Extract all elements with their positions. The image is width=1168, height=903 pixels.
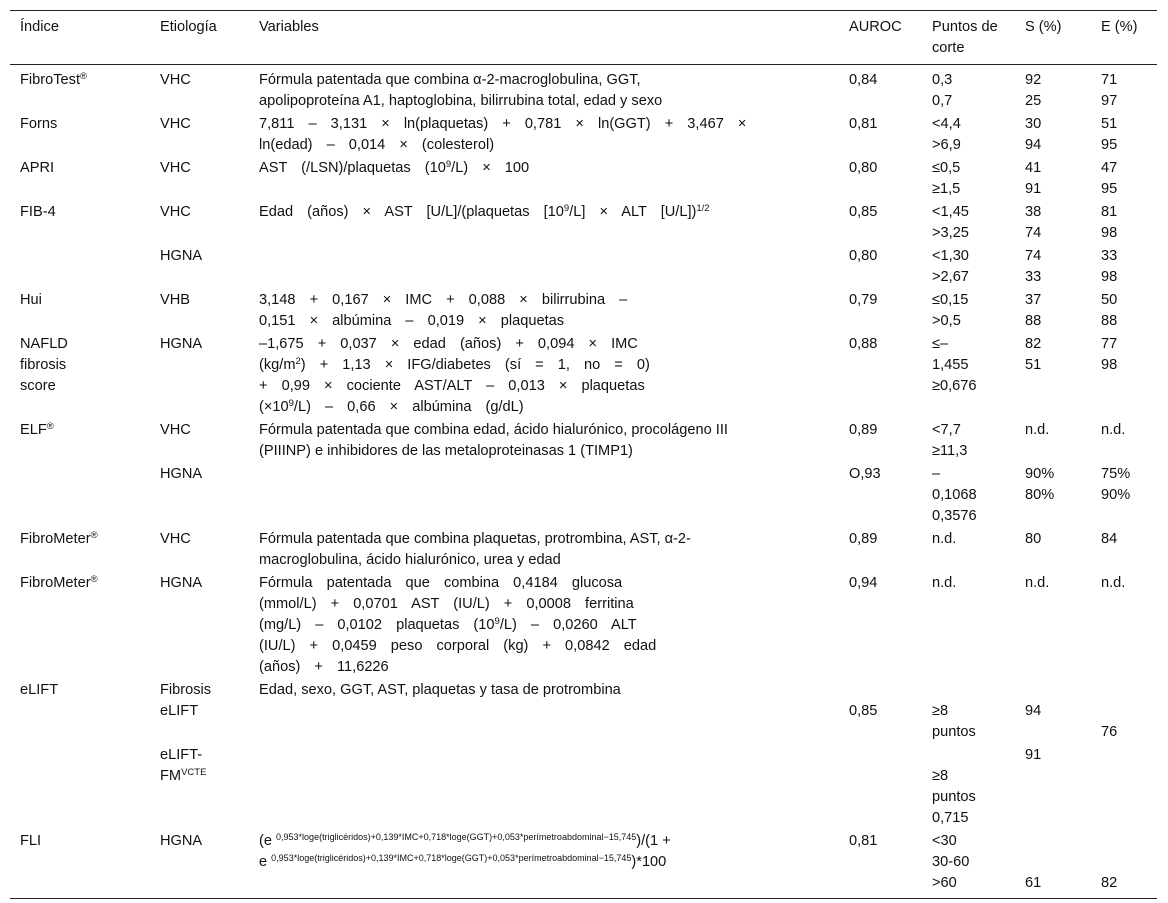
indice-cell: eLIFT	[20, 682, 59, 698]
etiologia-cell: VHC	[160, 204, 191, 220]
header-indice: Índice	[20, 19, 59, 35]
header-sensibilidad: S (%)	[1025, 19, 1062, 35]
header-etiologia: Etiología	[160, 19, 217, 35]
e-cell: 51 95	[1101, 116, 1118, 153]
indice-cell	[10, 245, 150, 289]
e-cell: 84	[1101, 531, 1118, 547]
etiologia-cell: eLIFT- $FM^{VCTE}$	[160, 747, 207, 784]
auroc-cell: 0,84	[849, 72, 878, 88]
e-cell: 82	[1101, 875, 1118, 891]
header-row	[10, 11, 1157, 65]
s-cell: 82 51	[1025, 336, 1042, 373]
s-cell: 94	[1025, 703, 1042, 719]
corte-cell: 0,3 0,7	[932, 72, 953, 109]
e-cell	[1091, 744, 1157, 830]
s-cell: 41 91	[1025, 160, 1042, 197]
s-cell: n.d.	[1025, 422, 1050, 438]
table-row	[10, 572, 1157, 679]
s-cell: 80	[1025, 531, 1042, 547]
s-cell: 30 94	[1025, 116, 1042, 153]
variables-cell: (e $^{0,953*loge(triglicéridos)+0,139*IMC+0,718*loge(GGT)+0,053*perímetroabdominal-15,745}$)/(1 + e $^{0,953*loge(triglicéridos)+0,139*IMC+0,718*loge(GGT)+0,053*perímetroabdominal-15,745}$)*100	[259, 832, 671, 870]
etiologia-cell: VHC	[160, 72, 191, 88]
etiologia-cell: HGNA	[160, 575, 203, 591]
corte-cell: ≤0,5 ≥1,5	[932, 160, 961, 197]
table-row	[10, 157, 1157, 201]
auroc-cell: 0,81	[849, 833, 878, 849]
s-cell: 74 33	[1025, 248, 1042, 285]
header-especificidad: E (%)	[1101, 19, 1138, 35]
auroc-cell: 0,89	[849, 422, 878, 438]
table-row	[10, 528, 1157, 572]
etiologia-cell: VHC	[160, 160, 191, 176]
indices-table	[10, 10, 1157, 899]
indice-cell	[10, 744, 150, 830]
table-row	[10, 679, 1157, 744]
auroc-cell: 0,88	[849, 336, 878, 352]
e-cell: 81 98	[1101, 204, 1118, 241]
corte-cell: – 0,1068 0,3576	[932, 466, 977, 524]
e-cell: 47 95	[1101, 160, 1118, 197]
etiologia-cell: HGNA	[160, 336, 203, 352]
indice-cell: FibroTest®	[20, 71, 88, 88]
variables-cell: Fórmula patentada que combina 0,4184 glucosa (mmol/L) + 0,0701 AST (IU/L) + 0,0008 ferritina (mg/L) – 0,0102 plaquetas $(10^9/L) - 0,0260$ ALT (IU/L) + 0,0459 peso corporal (kg) + 0,0842 edad (años) + 11,6226	[259, 575, 657, 675]
e-cell: 75% 90%	[1101, 466, 1131, 503]
corte-cell: n.d.	[932, 531, 957, 547]
header-puntos-corte: Puntos de corte	[932, 19, 998, 56]
table-row	[10, 245, 1157, 289]
auroc-cell: 0,80	[849, 248, 878, 264]
indice-cell: FLI	[20, 833, 42, 849]
etiologia-cell: HGNA	[160, 466, 203, 482]
etiologia-cell: VHC	[160, 531, 191, 547]
variables-cell: 7,811 – 3,131 × ln(plaquetas) + 0,781 × ln(GGT) + 3,467 × ln(edad) – 0,014 × (colesterol)	[259, 116, 747, 153]
etiologia-cell: VHC	[160, 422, 191, 438]
auroc-cell: 0,89	[849, 531, 878, 547]
indice-cell: FibroMeter®	[20, 530, 98, 547]
variables-cell: Fórmula patentada que combina α-2-macroglobulina, GGT, apolipoproteína A1, haptoglobina, bilirrubina total, edad y sexo	[259, 72, 663, 109]
corte-cell: ≤0,15 >0,5	[932, 292, 969, 329]
etiologia-cell: VHB	[160, 292, 191, 308]
etiologia-cell: HGNA	[160, 833, 203, 849]
table-row	[10, 201, 1157, 245]
variables-cell: 3,148 + 0,167 × IMC + 0,088 × bilirrubina – 0,151 × albúmina – 0,019 × plaquetas	[259, 292, 628, 329]
table-row	[10, 419, 1157, 463]
table-row	[10, 65, 1157, 114]
table-row	[10, 113, 1157, 157]
corte-cell: ≥8 puntos 0,715	[932, 768, 976, 826]
variables-cell	[249, 463, 839, 528]
indice-cell: Hui	[20, 292, 42, 308]
indice-cell: FibroMeter®	[20, 574, 98, 591]
auroc-cell: 0,85	[849, 204, 878, 220]
e-cell: 71 97	[1101, 72, 1118, 109]
indices-table-container	[10, 10, 1157, 899]
variables-cell	[249, 245, 839, 289]
indice-cell: NAFLD fibrosis score	[20, 336, 68, 394]
variables-cell: AST (/LSN)/plaquetas $(10^9/L) \times 100$	[259, 159, 530, 176]
s-cell: 61	[1025, 875, 1042, 891]
variables-cell: Fórmula patentada que combina edad, ácido hialurónico, procolágeno III (PIIINP) e inhibidores de las metaloproteinasas 1 (TIMP1)	[259, 422, 728, 459]
corte-cell: ≤– 1,455 ≥0,676	[932, 336, 977, 394]
corte-cell: n.d.	[932, 575, 957, 591]
e-cell: n.d.	[1101, 422, 1126, 438]
indice-cell: Forns	[20, 116, 58, 132]
variables-cell	[249, 744, 839, 830]
corte-cell: <1,30 >2,67	[932, 248, 969, 285]
header-auroc: AUROC	[849, 19, 902, 35]
corte-cell: <4,4 >6,9	[932, 116, 961, 153]
corte-cell: <30 30-60 >60	[932, 833, 970, 891]
etiologia-cell: VHC	[160, 116, 191, 132]
s-cell: 91	[1025, 747, 1042, 763]
indice-cell: APRI	[20, 160, 55, 176]
indice-cell: FIB-4	[20, 204, 56, 220]
table-row	[10, 463, 1157, 528]
variables-cell: Edad (años) × AST [U/L]/(plaquetas $[10^9/L]$ × ALT [U/L])$^{1/2}$	[259, 203, 710, 220]
etiologia-cell: Fibrosis eLIFT	[160, 682, 212, 719]
corte-cell: <7,7 ≥11,3	[932, 422, 968, 459]
s-cell: 37 88	[1025, 292, 1042, 329]
corte-cell: ≥8 puntos	[932, 703, 976, 740]
variables-cell: –1,675 + 0,037 × edad (años) + 0,094 × IMC $(kg/m^2) + 1,13$ × IFG/diabetes (sí = 1, no = 0) + 0,99 × cociente AST/ALT – 0,013 × plaquetas $(\times 10^9/L) - 0,66$ × albúmina (g/dL)	[259, 336, 650, 415]
corte-cell: <1,45 >3,25	[932, 204, 969, 241]
variables-cell: Fórmula patentada que combina plaquetas, protrombina, AST, α-2- macroglobulina, ácido hialurónico, urea y edad	[259, 531, 691, 568]
auroc-cell: 0,79	[849, 292, 878, 308]
etiologia-cell: HGNA	[160, 248, 203, 264]
auroc-cell: O,93	[849, 466, 881, 482]
s-cell: 90% 80%	[1025, 466, 1055, 503]
s-cell: 38 74	[1025, 204, 1042, 241]
table-row	[10, 744, 1157, 830]
auroc-cell: 0,81	[849, 116, 878, 132]
s-cell: n.d.	[1025, 575, 1050, 591]
e-cell: 50 88	[1101, 292, 1118, 329]
e-cell: 76	[1101, 724, 1118, 740]
auroc-cell: 0,85	[849, 703, 878, 719]
table-row	[10, 289, 1157, 333]
e-cell: n.d.	[1101, 575, 1126, 591]
table-row	[10, 830, 1157, 899]
table-row	[10, 333, 1157, 419]
auroc-cell: 0,80	[849, 160, 878, 176]
auroc-cell	[839, 744, 922, 830]
indice-cell	[10, 463, 150, 528]
e-cell: 33 98	[1101, 248, 1118, 285]
auroc-cell: 0,94	[849, 575, 878, 591]
header-variables: Variables	[259, 19, 319, 35]
e-cell: 77 98	[1101, 336, 1118, 373]
variables-cell: Edad, sexo, GGT, AST, plaquetas y tasa de protrombina	[259, 682, 621, 698]
s-cell: 92 25	[1025, 72, 1042, 109]
indice-cell: ELF®	[20, 421, 54, 438]
